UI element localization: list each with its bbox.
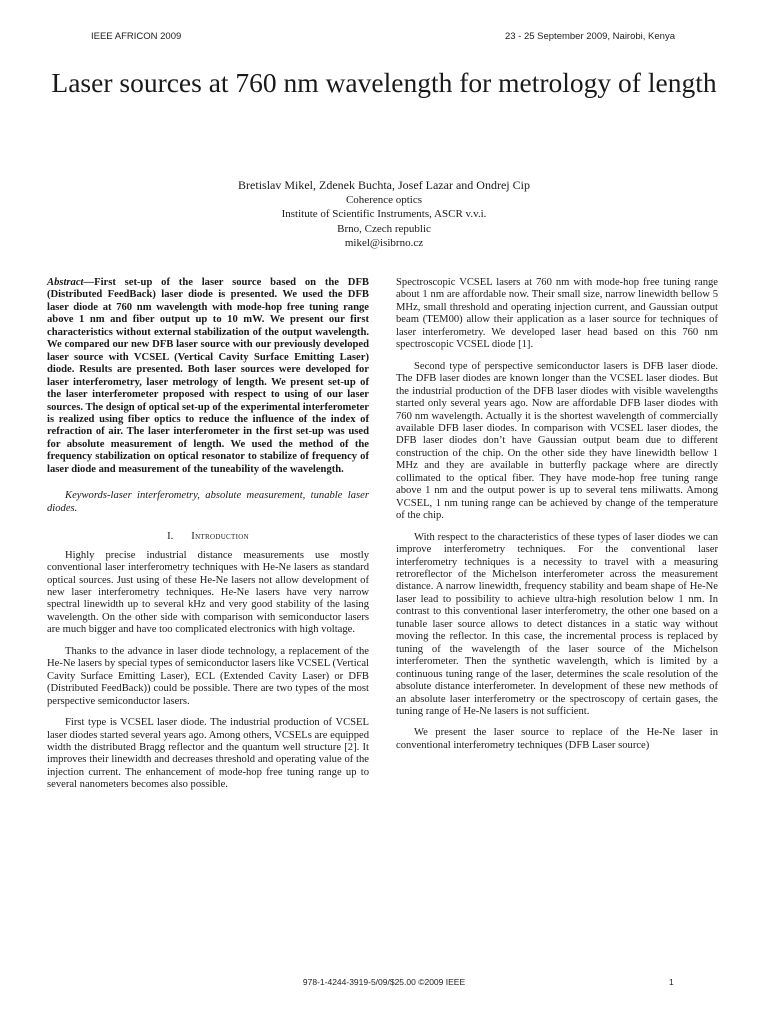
body-paragraph: Thanks to the advance in laser diode technology, a replacement of the He-Ne lasers by special types of semiconductor lasers like VCSEL (Vertical Cavity Surface Emitting Laser), ECL (Extended Cavity Laser) or DFB (Distributed FeedBack)) could be possible. There are two types of the most perspective semiconductor lasers. (47, 645, 369, 707)
body-paragraph: With respect to the characteristics of these types of laser diodes we can improve interferometry techniques. For the conventional laser interferometry techniques is a necessity to travel with a measuring retroreflector of the Michelson interferometer across the measurement distance. A narrow linewidth, frequency stability and beam shape of He-Ne laser lead to possibility to achieve ultra-high resolution below 1 nm. In contrast to this conventional laser interferometry, the other one based on a tunable laser source allows to detect distances in a static way without moving the reflector. In this case, the incremental process is replaced by tuning of the wavelength of the laser source of the Michelson interferometer. Then the synthetic wavelength, which is limited by a continuous tuning range of the laser, determines the scale resolution of the absolute distance interferometer. In development of these new methods of an absolute laser interferometry or the spectroscopy of certain gases, the tuning range of He-Ne lasers is not sufficient. (396, 531, 718, 717)
page-number: 1 (669, 977, 674, 987)
author-list: Bretislav Mikel, Zdenek Buchta, Josef Lazar and Ondrej Cip (238, 178, 530, 192)
body-paragraph: Highly precise industrial distance measurements use mostly conventional laser interferometry techniques with He-Ne lasers as standard optical sources. Just using of these He-Ne lasers not allow development of new laser interferometry techniques. He-Ne lasers have very narrow spectral linewidth up to several kHz and very good stability of the lasing wavelength. On the other side with comparison with semiconductor lasers are much bigger and have too complicated electronics with high voltage. (47, 549, 369, 636)
keywords: Keywords-laser interferometry, absolute measurement, tunable laser diodes. (47, 490, 369, 514)
affiliation-group: Coherence optics (345, 194, 423, 206)
conference-date-location: 23 - 25 September 2009, Nairobi, Kenya (504, 31, 675, 42)
body-paragraph: Second type of perspective semiconductor lasers is DFB laser diode. The DFB laser diodes are known longer than the VCSEL laser diodes. But the industrial production of the DFB laser diodes with visible wavelengths started only several years ago. Now are affordable DFB laser diodes with 760 nm wavelength. Actually it is the shortest wavelength of commercially available DFB laser diodes. In comparison with VCSEL laser diodes, the DFB laser diodes don’t have Gaussian output beam due to different construction of the chip. On the other side they have linewidth bellow 1 MHz and they are available in butterfly package where are directly collimated to the optical fiber. They have mode-hop free tuning range above 1 nm and the output power is up to several tens miliwatts. Among VCSEL, 1 nm tuning range can be achieved by change of the temperature of the chip. (396, 360, 718, 522)
section-number: I. (167, 531, 174, 543)
abstract-label: Abstract (47, 277, 84, 288)
affiliation-institute: Institute of Scientific Instruments, ASCR v.v.i. (281, 208, 487, 221)
abstract (47, 277, 369, 476)
affiliation-city: Brno, Czech republic (337, 222, 431, 235)
right-column (396, 277, 718, 761)
abstract-text: First set-up of the laser source based on the DFB (Distributed FeedBack) laser diode is presented. We used the DFB laser diode at 760 nm wavelength with mode-hop free tuning range above 1 nm and fiber output up to 10 mW. We present our first characteristics without external stabilization of the output wavelength. We compared our new DFB laser source with our previously developed laser source with VCSEL (Vertical Cavity Surface Emitting Laser) diode. Results are presented. Both laser sources were developed for laser interferometry, laser metrology of length. We present set-up of the laser interferometer proposed with respect to using of our laser sources. The design of optical set-up of the experimental interferometer is realized using fiber optics to reduce the influence of the index of refraction of air. The laser interferometer in the first set-up was used for absolute measurement of length. We used the method of the frequency stabilization on optical resonator to stabilize of frequency of laser diode and measurement of the tuneability of the wavelength. (47, 277, 369, 475)
body-paragraph: First type is VCSEL laser diode. The industrial production of VCSEL laser diodes started several years ago. Among others, VCSELs are equipped width the distributed Bragg reflector and the quantum well structure [2]. It improves their linewidth and decreases threshold and operating value of the injection current. The enhancement of mode-hop free tuning range up to several nanometers becomes also possible. (47, 717, 369, 791)
left-column (47, 277, 369, 801)
conference-name: IEEE AFRICON 2009 (91, 31, 182, 42)
abstract-dash: — (83, 277, 95, 288)
section-name: Introduction (191, 531, 249, 543)
section-heading (47, 531, 369, 543)
paper-title: Laser sources at 760 nm wavelength for metrology of length (51, 67, 717, 98)
affiliation-block (0, 193, 768, 251)
body-paragraph: Spectroscopic VCSEL lasers at 760 nm with mode-hop free tuning range about 1 nm are affordable now. Their small size, narrow linewidth bellow 5 MHz, small threshold and operating injection current, and Gaussian output beam (TEM00) allow their application as a laser source for techniques of laser interferometry. We developed laser head based on this 760 nm spectroscopic VCSEL diode [1]. (396, 277, 718, 351)
body-paragraph: We present the laser source to replace of the He-Ne laser in conventional interferometry techniques (DFB Laser source) (396, 727, 718, 751)
affiliation-email: mikel@isibrno.cz (344, 237, 424, 250)
copyright-footer: 978-1-4244-3919-5/09/$25.00 ©2009 IEEE (302, 977, 466, 987)
